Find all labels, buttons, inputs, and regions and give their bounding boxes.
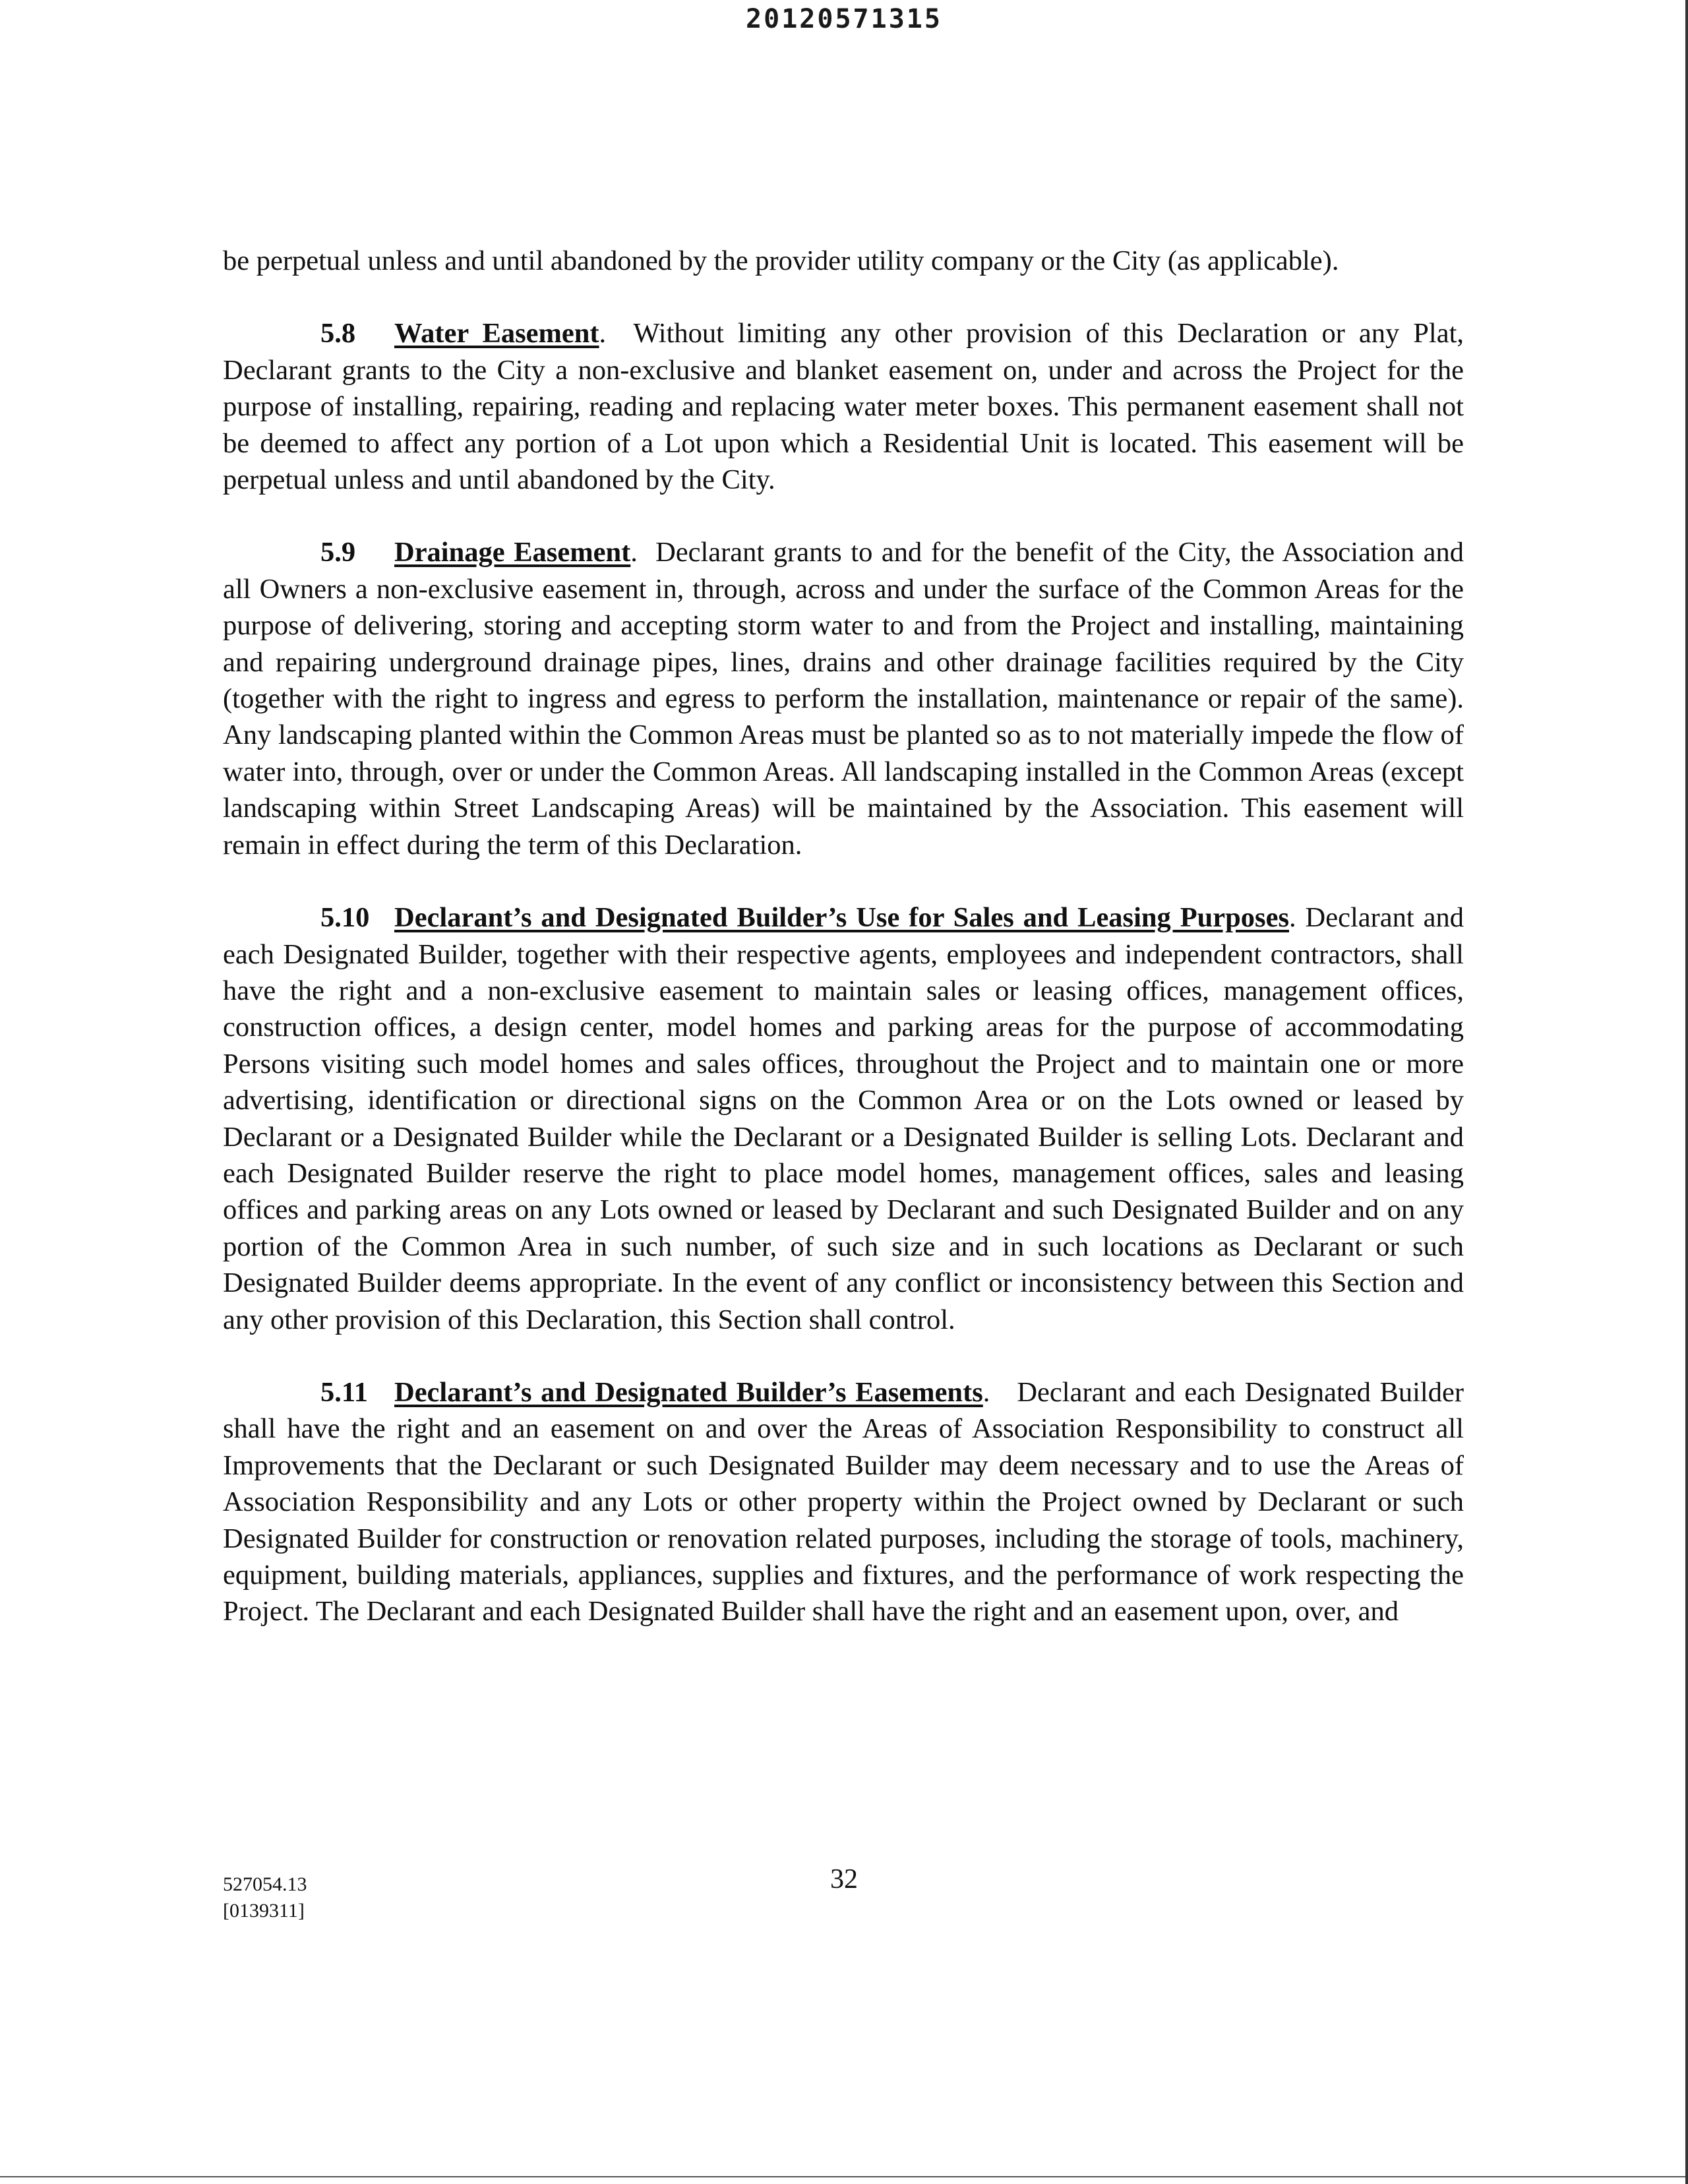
section-number: 5.10: [320, 902, 370, 934]
section-number: 5.11: [320, 1376, 369, 1408]
recording-number: 20120571315: [746, 4, 942, 34]
page-number: 32: [830, 1864, 858, 1895]
footer-doc-id: 527054.13: [223, 1873, 307, 1895]
footer-client-code: [0139311]: [223, 1900, 305, 1922]
section-body: Without limiting any other provision of this Declaration or any Plat, Declarant grants to the City a non-exclusive and blanket easement on, under and across the Project for the purpose of installing, repairing, reading and replacing water meter boxes. This permanent easement shall not be deemed to affect any portion of a Lot upon which a Residential Unit is located. This easement will be perpetual unless and until abandoned by the City.: [223, 318, 1464, 496]
section-title: Water Easement: [394, 318, 599, 349]
section-body: Declarant grants to and for the benefit of the City, the Association and all Owners a non-exclusive easement in, through, across and under the surface of the Common Areas for the purpose of delivering, storing and accepting storm water to and from the Project and installing, maintaining and repairing underground drainage pipes, lines, drains and other drainage facilities required by the City (together with the right to ingress and egress to perform the installation, maintenance or repair of the same). Any landscaping planted within the Common Areas must be planted so as to not materially impede the flow of water into, through, over or under the Common Areas. All landscaping installed in the Common Areas (except landscaping within Street Landscaping Areas) will be maintained by the Association. This easement will remain in effect during the term of this Declaration.: [223, 537, 1464, 861]
section-title: Declarant’s and Designated Builder’s Use for Sales and Leasing Purposes: [394, 902, 1289, 934]
document-body: [223, 243, 1464, 1666]
section-title: Declarant’s and Designated Builder’s Easements: [394, 1376, 983, 1408]
section-5-10: 5.10 Declarant’s and Designated Builder’s Use for Sales and Leasing Purposes. Declarant and each Designated Builder, together with their respective agents, employees and independent contractors, shall have the right and a non-exclusive easement to maintain sales or leasing offices, management offices, construction offices, a design center, model homes and parking areas for the purpose of accommodating Persons visiting such model homes and sales offices, throughout the Project and to maintain one or more advertising, identification or directional signs on the Common Area or on the Lots owned or leased by Declarant or a Designated Builder while the Declarant or a Designated Builder is selling Lots. Declarant and each Designated Builder reserve the right to place model homes, management offices, sales and leasing offices and parking areas on any Lots owned or leased by Declarant and such Designated Builder and on any portion of the Common Area in such number, of such size and in such locations as Declarant or such Designated Builder deems appropriate. In the event of any conflict or inconsistency between this Section and any other provision of this Declaration, this Section shall control.: [223, 899, 1464, 1338]
right-scan-edge: [1685, 0, 1688, 2184]
continuation-paragraph: be perpetual unless and until abandoned by the provider utility company or the City (as applicable).: [223, 245, 1339, 276]
section-5-9: 5.9 Drainage Easement. Declarant grants to and for the benefit of the City, the Association and all Owners a non-exclusive easement in, through, across and under the surface of the Common Areas for the purpose of delivering, storing and accepting storm water to and from the Project and installing, maintaining and repairing underground drainage pipes, lines, drains and other drainage facilities required by the City (together with the right to ingress and egress to perform the installation, maintenance or repair of the same). Any landscaping planted within the Common Areas must be planted so as to not materially impede the flow of water into, through, over or under the Common Areas. All landscaping installed in the Common Areas (except landscaping within Street Landscaping Areas) will be maintained by the Association. This easement will remain in effect during the term of this Declaration.: [223, 534, 1464, 863]
section-title: Drainage Easement: [394, 537, 631, 568]
section-5-11: 5.11 Declarant’s and Designated Builder’s Easements. Declarant and each Designated Builder shall have the right and an easement on and over the Areas of Association Responsibility to construct all Improvements that the Declarant or such Designated Builder may deem necessary and to use the Areas of Association Responsibility and any Lots or other property within the Project owned by Declarant or such Designated Builder for construction or renovation related purposes, including the storage of tools, machinery, equipment, building materials, appliances, supplies and fixtures, and the performance of work respecting the Project. The Declarant and each Designated Builder shall have the right and an easement upon, over, and: [223, 1374, 1464, 1630]
section-5-8: 5.8 Water Easement. Without limiting any other provision of this Declaration or any Plat, Declarant grants to the City a non-exclusive and blanket easement on, under and across the Project for the purpose of installing, repairing, reading and replacing water meter boxes. This permanent easement shall not be deemed to affect any portion of a Lot upon which a Residential Unit is located. This easement will be perpetual unless and until abandoned by the City.: [223, 315, 1464, 498]
section-body: Declarant and each Designated Builder, together with their respective agents, employees and independent contractors, shall have the right and a non-exclusive easement to maintain sales or leasing offices, management offices, construction offices, a design center, model homes and parking areas for the purpose of accommodating Persons visiting such model homes and sales offices, throughout the Project and to maintain one or more advertising, identification or directional signs on the Common Area or on the Lots owned or leased by Declarant or a Designated Builder while the Declarant or a Designated Builder is selling Lots. Declarant and each Designated Builder reserve the right to place model homes, management offices, sales and leasing offices and parking areas on any Lots owned or leased by Declarant and such Designated Builder and on any portion of the Common Area in such number, of such size and in such locations as Declarant or such Designated Builder deems appropriate. In the event of any conflict or inconsistency between this Section and any other provision of this Declaration, this Section shall control.: [223, 902, 1464, 1335]
bottom-scan-edge: [0, 2176, 1688, 2177]
section-number: 5.9: [320, 537, 356, 568]
section-number: 5.8: [320, 318, 356, 349]
section-body: Declarant and each Designated Builder shall have the right and an easement on and over the Areas of Association Responsibility to construct all Improvements that the Declarant or such Designated Builder may deem necessary and to use the Areas of Association Responsibility and any Lots or other property within the Project owned by Declarant or such Designated Builder for construction or renovation related purposes, including the storage of tools, machinery, equipment, building materials, appliances, supplies and fixtures, and the performance of work respecting the Project. The Declarant and each Designated Builder shall have the right and an easement upon, over, and: [223, 1376, 1464, 1627]
